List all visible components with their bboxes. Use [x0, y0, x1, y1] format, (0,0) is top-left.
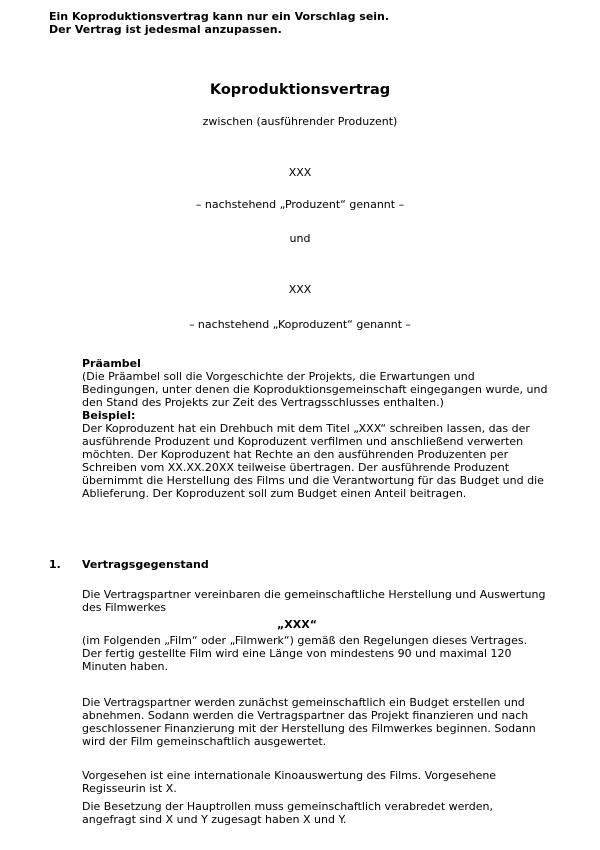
- paragraph-line: angefragt sind X und Y zugesagt haben X und Y.: [82, 813, 347, 826]
- example-line: möchten. Der Koproduzent hat Rechte an den ausführenden Produzenten per: [82, 448, 509, 461]
- paragraph-line: Minuten haben.: [82, 660, 168, 673]
- section1-paragraph-5: [82, 800, 572, 826]
- paragraph-line: Der fertig gestellte Film wird eine Länge von mindestens 90 und maximal 120: [82, 647, 512, 660]
- party2-name: XXX: [288, 283, 312, 296]
- paragraph-line: Die Besetzung der Hauptrollen muss gemeinschaftlich verabredet werden,: [82, 800, 493, 813]
- paragraph-line: Regisseurin ist X.: [82, 782, 177, 795]
- paragraph-line: Die Vertragspartner vereinbaren die gemeinschaftliche Herstellung und Auswertung: [82, 588, 546, 601]
- paragraph-line: abnehmen. Sodann werden die Vertragspartner das Projekt finanzieren und nach: [82, 709, 529, 722]
- section-heading: Vertragsgegenstand: [82, 558, 209, 571]
- paragraph-line: geschlossener Finanzierung mit der Herstellung des Filmwerkes beginnen. Sodann: [82, 722, 536, 735]
- preamble-line: (Die Präambel soll die Vorgeschichte der Projekts, die Erwartungen und: [82, 370, 475, 383]
- section1-paragraph-3: [82, 696, 572, 748]
- preamble: [82, 357, 572, 500]
- section1-paragraph-1: [82, 588, 572, 614]
- example-line: Der Koproduzent hat ein Drehbuch mit dem Titel „XXX“ schreiben lassen, das der: [82, 422, 530, 435]
- preamble-line: den Stand des Projekts zur Zeit des Vertragsschlusses enthalten.): [82, 396, 444, 409]
- paragraph-line: (im Folgenden „Film“ oder „Filmwerk“) gemäß den Regelungen dieses Vertrages.: [82, 634, 528, 647]
- paragraph-line: Die Vertragspartner werden zunächst gemeinschaftlich ein Budget erstellen und: [82, 696, 525, 709]
- advisory-notice: [49, 10, 389, 36]
- between-line: zwischen (ausführender Produzent): [202, 115, 398, 128]
- example-heading: Beispiel:: [82, 409, 136, 422]
- example-line: übernimmt die Herstellung des Films und die Verantwortung für das Budget und die: [82, 474, 544, 487]
- paragraph-line: wird der Film gemeinschaftlich ausgewertet.: [82, 735, 327, 748]
- notice-line-1: Ein Koproduktionsvertrag kann nur ein Vorschlag sein.: [49, 10, 390, 23]
- section1-paragraph-2: [82, 634, 572, 673]
- preamble-line: Bedingungen, unter denen die Koproduktionsgemeinschaft eingegangen wurde, und: [82, 383, 548, 396]
- section1-paragraph-4: [82, 769, 572, 795]
- notice-line-2: Der Vertrag ist jedesmal anzupassen.: [49, 23, 282, 36]
- document-title: Koproduktionsvertrag: [209, 82, 391, 98]
- preamble-heading: Präambel: [82, 357, 141, 370]
- film-title: „XXX“: [277, 618, 317, 631]
- party1-role: – nachstehend „Produzent“ genannt –: [195, 198, 405, 211]
- paragraph-line: des Filmwerkes: [82, 601, 167, 614]
- example-line: Schreiben vom XX.XX.20XX teilweise übertragen. Der ausführende Produzent: [82, 461, 510, 474]
- party1-name: XXX: [288, 166, 312, 179]
- example-line: ausführende Produzent und Koproduzent verfilmen und anschließend verwerten: [82, 435, 524, 448]
- party2-role: – nachstehend „Koproduzent“ genannt –: [188, 318, 412, 331]
- paragraph-line: Vorgesehen ist eine internationale Kinoauswertung des Films. Vorgesehene: [82, 769, 497, 782]
- and-line: und: [289, 232, 311, 245]
- section-number: 1.: [49, 558, 61, 571]
- example-line: Ablieferung. Der Koproduzent soll zum Budget einen Anteil beitragen.: [82, 487, 467, 500]
